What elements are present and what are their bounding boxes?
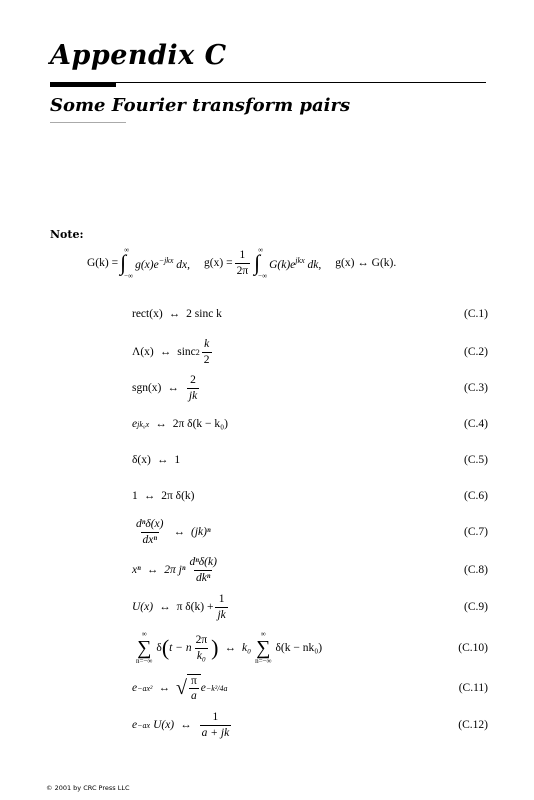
fourier-lhs: G(k) = (87, 257, 119, 269)
equation-number: (C.7) (464, 526, 488, 538)
integral-sign: ∫ ∞ −∞ (120, 246, 134, 280)
equation-number: (C.2) (464, 346, 488, 358)
chapter-title: Appendix C (50, 40, 227, 71)
equation-number: (C.8) (464, 564, 488, 576)
equation-c5: δ(x) ↔ 1 (C.5) (132, 454, 488, 466)
note-label: Note: (50, 228, 84, 241)
equation-c6: 1 ↔ 2π δ(k) (C.6) (132, 490, 488, 502)
title-rule-accent (50, 82, 116, 87)
equation-number: (C.3) (464, 382, 488, 394)
section-title: Some Fourier transform pairs (50, 95, 351, 116)
copyright-footer: © 2001 by CRC Press LLC (46, 784, 130, 792)
equation-number: (C.6) (464, 490, 488, 502)
equation-number: (C.1) (464, 308, 488, 320)
section-rule (50, 122, 126, 123)
equation-number: (C.4) (464, 418, 488, 430)
equation-c11: e −ax² ↔ √ $\frac{\pi}{a}$ e −k²/4a (C.11) (132, 674, 488, 702)
equation-number: (C.5) (464, 454, 488, 466)
integral-sign-2: ∫ ∞ −∞ (254, 246, 268, 280)
equation-c4: e jk₀x ↔ 2π δ(k − k₀) (C.4) (132, 418, 488, 430)
inverse-factor: $\frac{1}{2\pi}$ (236, 249, 249, 277)
inverse-integrand: $G(k)e^{jkx}$ dk, (269, 255, 322, 271)
equation-c10: ∞ ∑ n=−∞ δ ( t − n $\frac{2\pi}{\text{k₀}}$ ) ↔ k₀ ∞ ∑ n=−∞ δ(k − nk₀) (C.10) (136, 630, 488, 665)
equation-c9: U(x) ↔ π δ(k) + $\frac{1}{jk}$ (C.9) (132, 593, 488, 621)
equation-c8: xⁿ ↔ 2π jⁿ $\frac{\text{dⁿδ(k)}}{\text{dkⁿ}}$ (C.8) (132, 556, 488, 584)
equation-number: (C.11) (458, 682, 488, 694)
equation-number: (C.12) (458, 719, 488, 731)
fourier-integrand: $g(x)e^{-jkx}$ dx, (135, 255, 191, 271)
equation-c2: Λ(x) ↔ sinc 2 $\frac{k}{2}$ (C.2) (132, 338, 488, 366)
equation-number: (C.10) (458, 642, 488, 654)
equation-c1: rect(x) ↔ 2 sinc k (C.1) (132, 308, 488, 320)
equation-c12: e −ax U(x) ↔ $\frac{1}{a + jk}$ (C.12) (132, 711, 488, 739)
equation-number: (C.9) (464, 601, 488, 613)
transform-pair: g(x) ↔ G(k). (335, 257, 397, 269)
inverse-lhs: g(x) = (204, 257, 233, 269)
note-formula (87, 242, 467, 284)
equation-c3: sgn(x) ↔ $\frac{2}{jk}$ (C.3) (132, 374, 488, 402)
equation-c7: $\frac{\text{dⁿδ(x)}}{\text{dxⁿ}}$ ↔ (jk)ⁿ (C.7) (136, 518, 488, 546)
